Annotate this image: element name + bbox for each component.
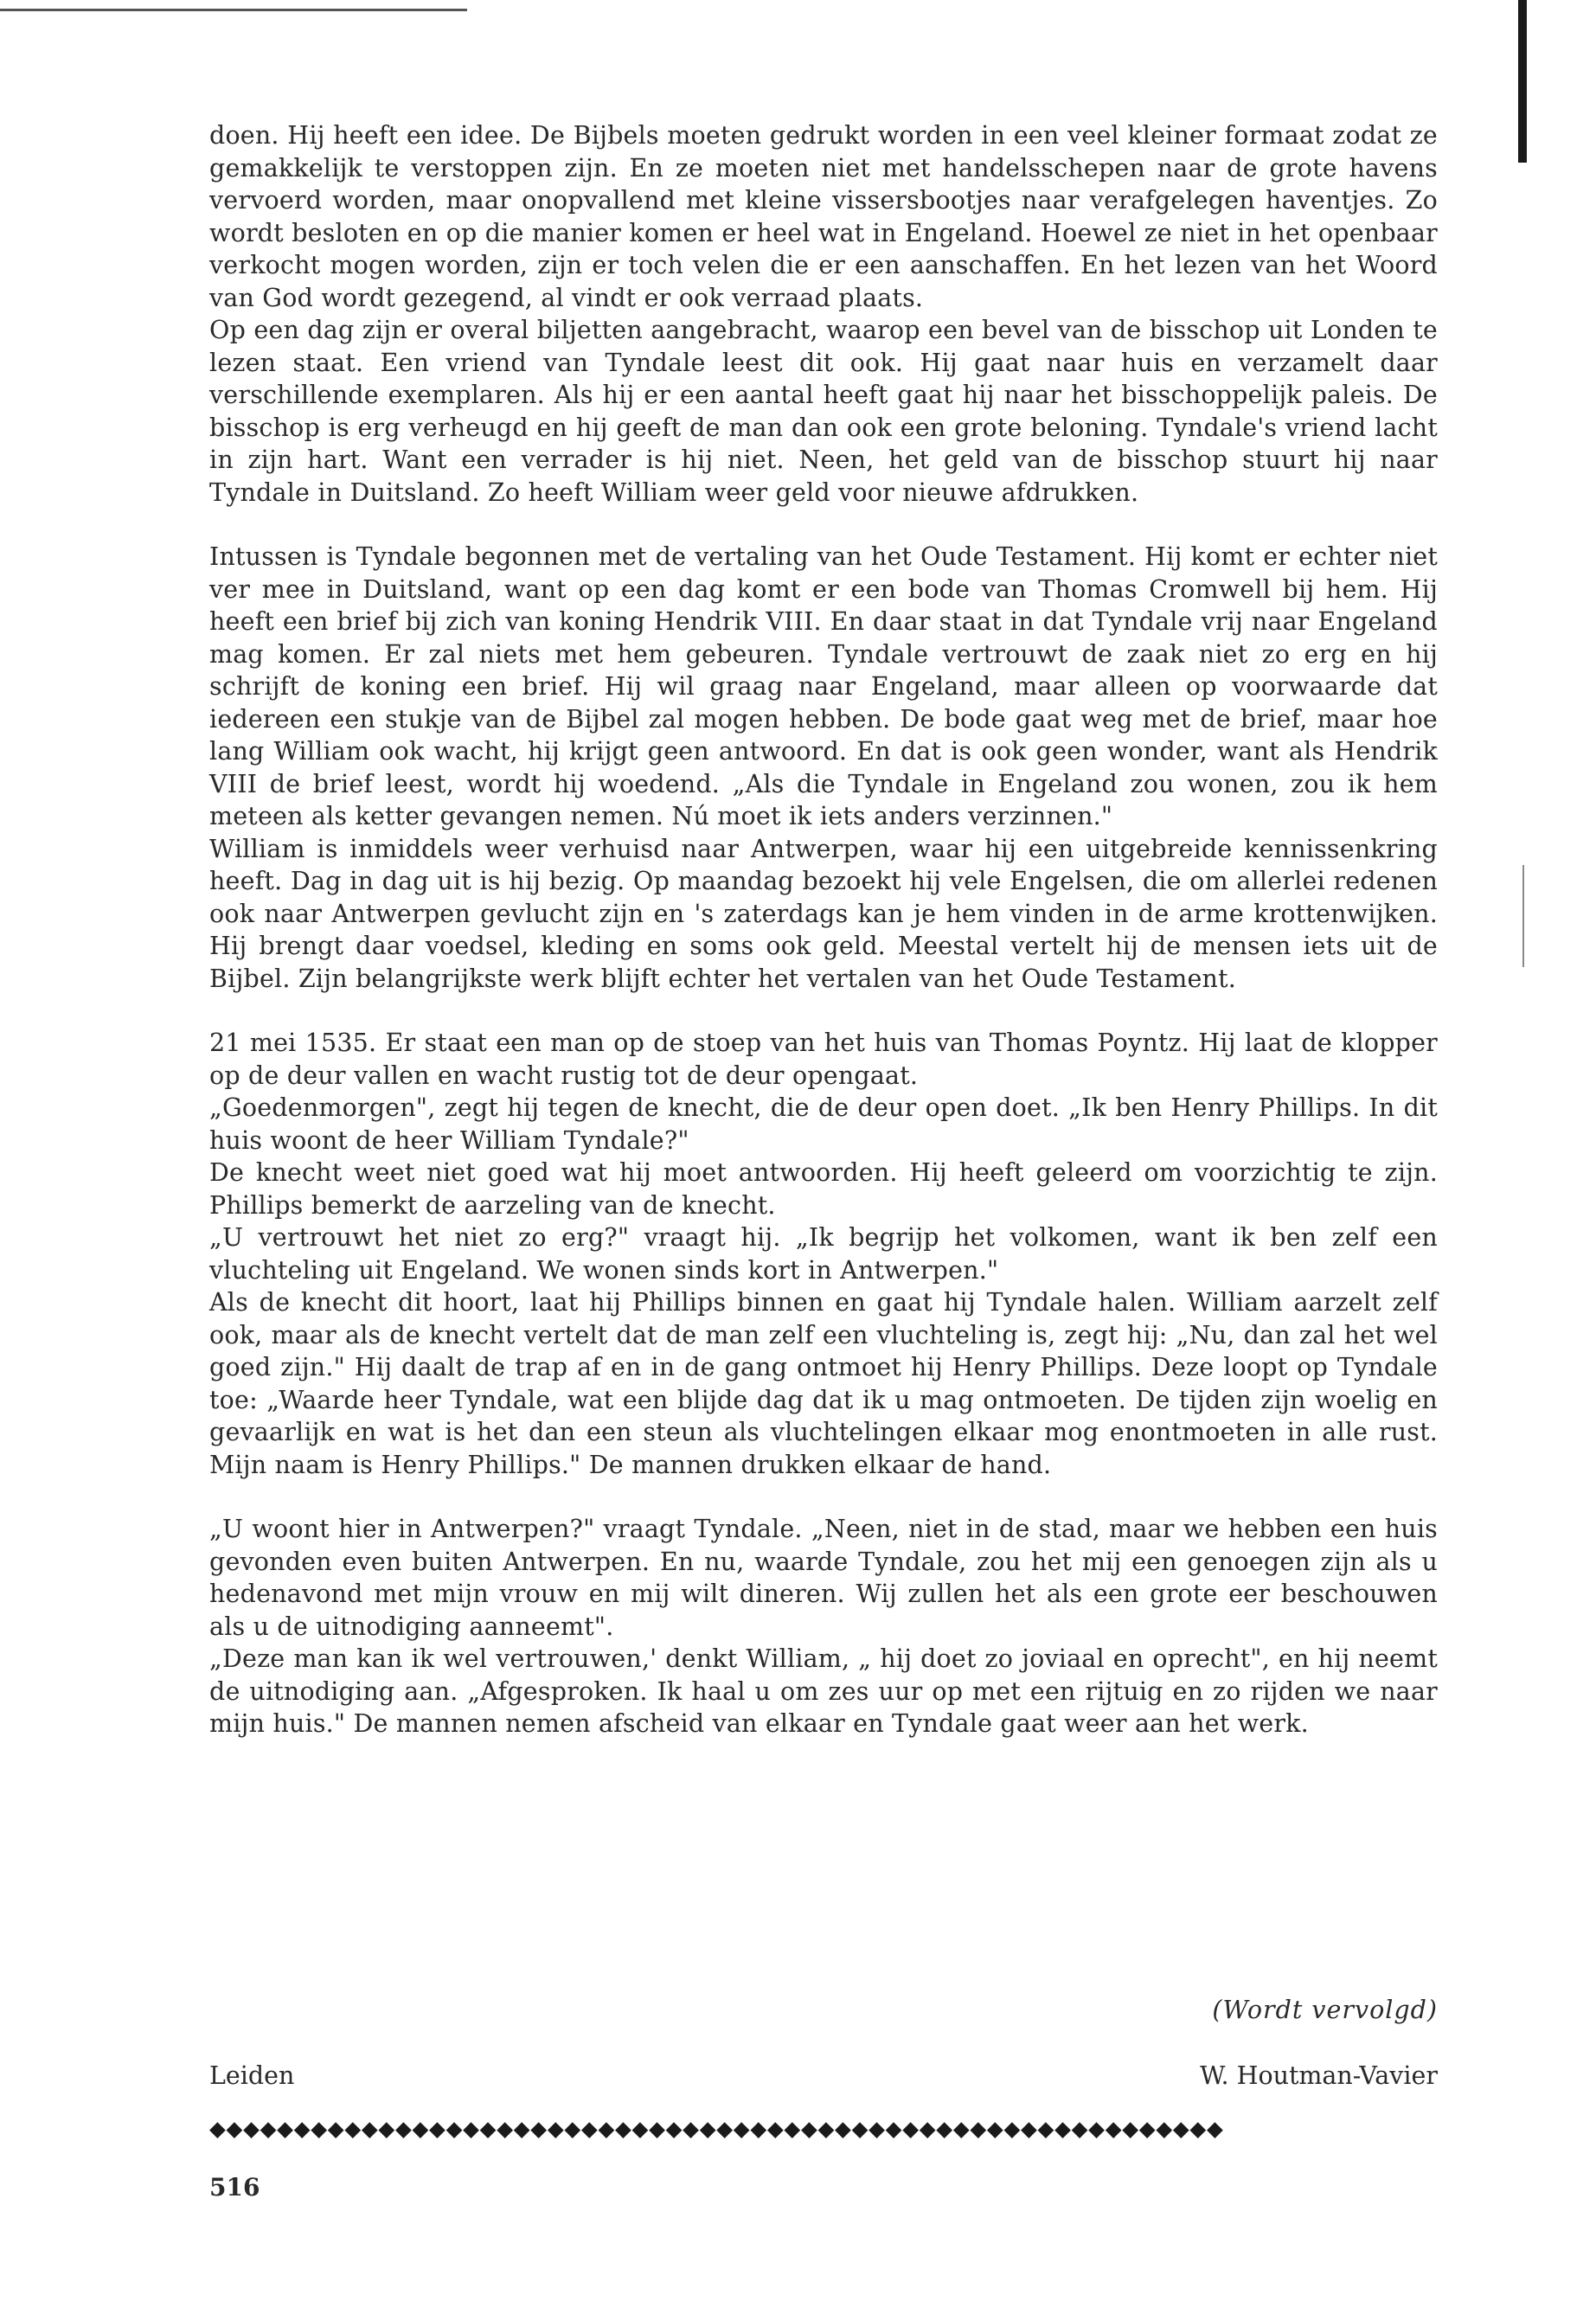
paragraph: Op een dag zijn er overal biljetten aangebracht, waarop een bevel van de bisschop uit Londen te lezen staat. Een vriend van Tyndale leest dit ook. Hij gaat naar huis en verzamelt daar verschillende exemplaren. Als hij er een aantal heeft gaat hij naar het bisschoppelijk paleis. De bisschop is erg verheugd en hij geeft de man dan ook een grote beloning. Tyndale's vriend lacht in zijn hart. Want een verrader is hij niet. Neen, het geld van de bisschop stuurt hij naar Tyndale in Duitsland. Zo heeft William weer geld voor nieuwe afdrukken. [209, 316, 1438, 507]
diamond-ornament-rule: ◆◆◆◆◆◆◆◆◆◆◆◆◆◆◆◆◆◆◆◆◆◆◆◆◆◆◆◆◆◆◆◆◆◆◆◆◆◆◆◆◆◆◆◆◆◆◆◆◆◆◆◆◆◆◆◆◆◆◆◆ [209, 2116, 1224, 2141]
paragraph: William is inmiddels weer verhuisd naar Antwerpen, waar hij een uitgebreide kennissenkring heeft. Dag in dag uit is hij bezig. Op maandag bezoekt hij vele Engelsen, die om allerlei redenen ook naar Antwerpen gevlucht zijn en 's zaterdags kan je hem vinden in de arme krottenwijken. Hij brengt daar voedsel, kleding en soms ook geld. Meestal vertelt hij de mensen iets uit de Bijbel. Zijn belangrijkste werk blijft echter het vertalen van het Oude Testament. [209, 834, 1438, 993]
paragraph: „Deze man kan ik wel vertrouwen,' denkt William, „ hij doet zo joviaal en oprecht", en hij neemt de uitnodiging aan. „Afgesproken. Ik haal u om zes uur op met een rijtuig en zo rijden we naar mijn huis." De mannen nemen afscheid van elkaar en Tyndale gaat weer aan het werk. [209, 1644, 1438, 1738]
paragraph: doen. Hij heeft een idee. De Bijbels moeten gedrukt worden in een veel kleiner formaat zodat ze gemakkelijk te verstoppen zijn. En ze moeten niet met handelsschepen naar de grote havens vervoerd worden, maar onopvallend met kleine vissersbootjes naar verafgelegen haventjes. Zo wordt besloten en op die manier komen er heel wat in Engeland. Hoewel ze niet in het openbaar verkocht mogen worden, zijn er toch velen die er een aanschaffen. En het lezen van het Woord van God wordt gezegend, al vindt er ook verraad plaats. [209, 121, 1438, 312]
paragraph: Intussen is Tyndale begonnen met de vertaling van het Oude Testament. Hij komt er echter niet ver mee in Duitsland, want op een dag komt er een bode van Thomas Cromwell bij hem. Hij heeft een brief bij zich van koning Hendrik VIII. En daar staat in dat Tyndale vrij naar Engeland mag komen. Er zal niets met hem gebeuren. Tyndale vertrouwt de zaak niet zo erg en hij schrijft de koning een brief. Hij wil graag naar Engeland, maar alleen op voorwaarde dat iedereen een stukje van de Bijbel zal mogen hebben. De bode gaat weg met de brief, maar hoe lang William ook wacht, hij krijgt geen antwoord. En dat is ook geen wonder, want als Hendrik VIII de brief leest, wordt hij woedend. „Als die Tyndale in Engeland zou wonen, zou ik hem meteen als ketter gevangen nemen. Nú moet ik iets anders verzinnen." [209, 542, 1438, 830]
paragraph: De knecht weet niet goed wat hij moet antwoorden. Hij heeft geleerd om voorzichtig te zijn. Phillips bemerkt de aarzeling van de knecht. [209, 1158, 1438, 1220]
paragraph: „U woont hier in Antwerpen?" vraagt Tyndale. „Neen, niet in de stad, maar we hebben een huis gevonden even buiten Antwerpen. En nu, waarde Tyndale, zou het mij een genoegen zijn als u hedenavond met mijn vrouw en mij wilt dineren. Wij zullen het als een grote eer beschouwen als u de uitnodiging aanneemt". [209, 1515, 1438, 1641]
scan-edge-bar [1518, 0, 1527, 163]
scan-edge-line [1522, 865, 1524, 967]
continued-note: (Wordt vervolgd) [1212, 1996, 1438, 2024]
top-rule [0, 9, 467, 11]
paragraph: Als de knecht dit hoort, laat hij Phillips binnen en gaat hij Tyndale halen. William aarzelt zelf ook, maar als de knecht vertelt dat de man zelf een vluchteling is, zegt hij: „Nu, dan zal het wel goed zijn." Hij daalt de trap af en in de gang ontmoet hij Henry Phillips. Deze loopt op Tyndale toe: „Waarde heer Tyndale, wat een blijde dag dat ik u mag ontmoeten. De tijden zijn woelig en gevaarlijk en wat is het dan een steun als vluchtelingen elkaar mog enontmoeten in alle rust. Mijn naam is Henry Phillips." De mannen drukken elkaar de hand. [209, 1288, 1438, 1479]
paragraph: 21 mei 1535. Er staat een man op de stoep van het huis van Thomas Poyntz. Hij laat de klopper op de deur vallen en wacht rustig tot de deur opengaat. [209, 1029, 1438, 1090]
paragraph-gap [209, 1481, 1438, 1513]
place-name: Leiden [209, 2061, 295, 2090]
paragraph-gap [209, 509, 1438, 541]
paragraph: „U vertrouwt het niet zo erg?" vraagt hij. „Ik begrijp het volkomen, want ik ben zelf een vluchteling uit Engeland. We wonen sinds kort in Antwerpen." [209, 1223, 1438, 1285]
author-name: W. Houtman-Vavier [1200, 2061, 1438, 2090]
article-body [209, 119, 1438, 1740]
paragraph-gap [209, 995, 1438, 1027]
page-number: 516 [209, 2173, 260, 2202]
paragraph: „Goedenmorgen", zegt hij tegen de knecht, die de deur open doet. „Ik ben Henry Phillips. In dit huis woont de heer William Tyndale?" [209, 1093, 1438, 1155]
